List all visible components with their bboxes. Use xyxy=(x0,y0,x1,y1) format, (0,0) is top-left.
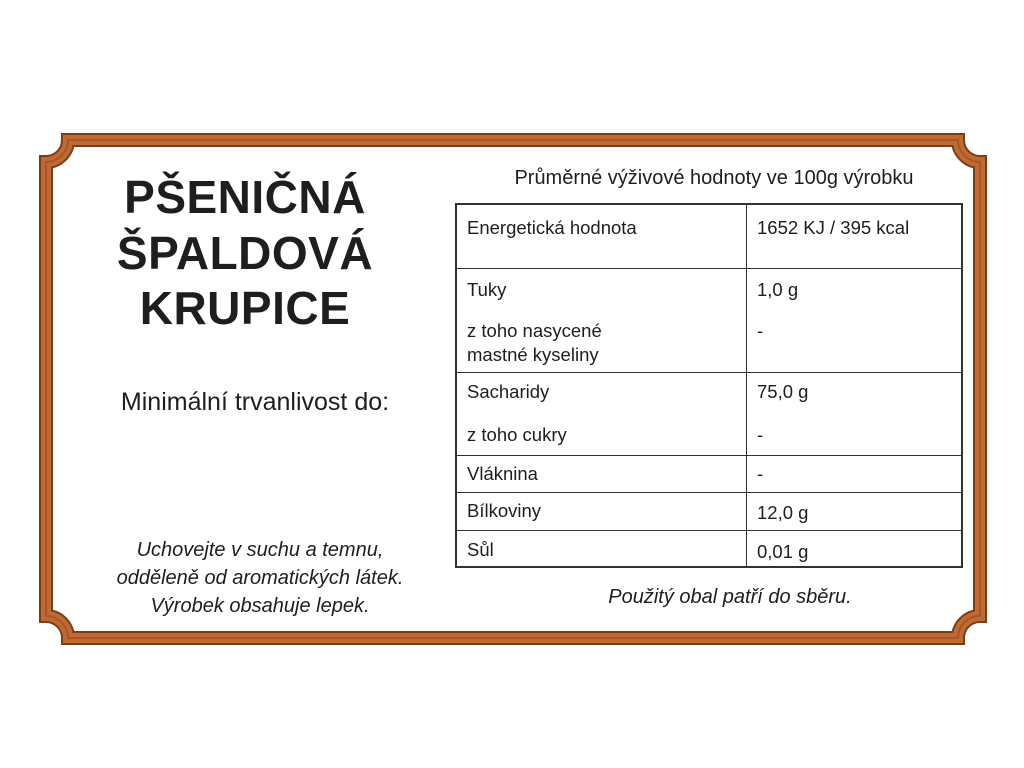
nutrient-value-fibre: - xyxy=(757,463,764,484)
nutrient-value-sugars: - xyxy=(757,424,764,445)
nutrient-name-fibre: Vláknina xyxy=(467,463,538,484)
table-row-divider xyxy=(457,492,961,493)
nutrient-name-sugars: z toho cukry xyxy=(467,424,567,445)
table-column-divider xyxy=(746,205,747,566)
nutrient-name-energy: Energetická hodnota xyxy=(467,217,637,238)
nutrient-value-carbohydrates: 75,0 g xyxy=(757,381,809,402)
storage-line-3: Výrobek obsahuje lepek. xyxy=(150,595,370,617)
nutrient-name-salt: Sůl xyxy=(467,539,494,560)
table-row-divider xyxy=(457,455,961,456)
recycling-note: Použitý obal patří do sběru. xyxy=(608,586,852,608)
product-title-line-2: ŠPALDOVÁ xyxy=(116,227,374,279)
nutrient-name-carbohydrates: Sacharidy xyxy=(467,381,550,402)
storage-line-1: Uchovejte v suchu a temnu, xyxy=(136,539,384,561)
nutrient-name-protein: Bílkoviny xyxy=(467,500,542,521)
nutrient-value-fat: 1,0 g xyxy=(757,279,799,300)
nutrition-table xyxy=(455,203,963,568)
nutrient-value-saturated-fat: - xyxy=(757,320,764,341)
nutrient-value-energy: 1652 KJ / 395 kcal xyxy=(757,217,910,238)
storage-line-2: odděleně od aromatických látek. xyxy=(116,567,404,589)
table-row-divider xyxy=(457,372,961,373)
nutrient-value-protein: 12,0 g xyxy=(757,502,809,523)
table-row-divider xyxy=(457,530,961,531)
nutrient-name-saturated-fat: z toho nasycené mastné kyseliny xyxy=(467,320,602,365)
nutrition-heading: Průměrné výživové hodnoty ve 100g výrobku xyxy=(514,167,914,189)
best-before-label: Minimální trvanlivost do: xyxy=(120,388,390,416)
nutrient-name-fat: Tuky xyxy=(467,279,507,300)
nutrient-value-salt: 0,01 g xyxy=(757,541,809,562)
product-title-line-3: KRUPICE xyxy=(139,282,351,334)
table-row-divider xyxy=(457,268,961,269)
product-title-line-1: PŠENIČNÁ xyxy=(124,171,366,223)
